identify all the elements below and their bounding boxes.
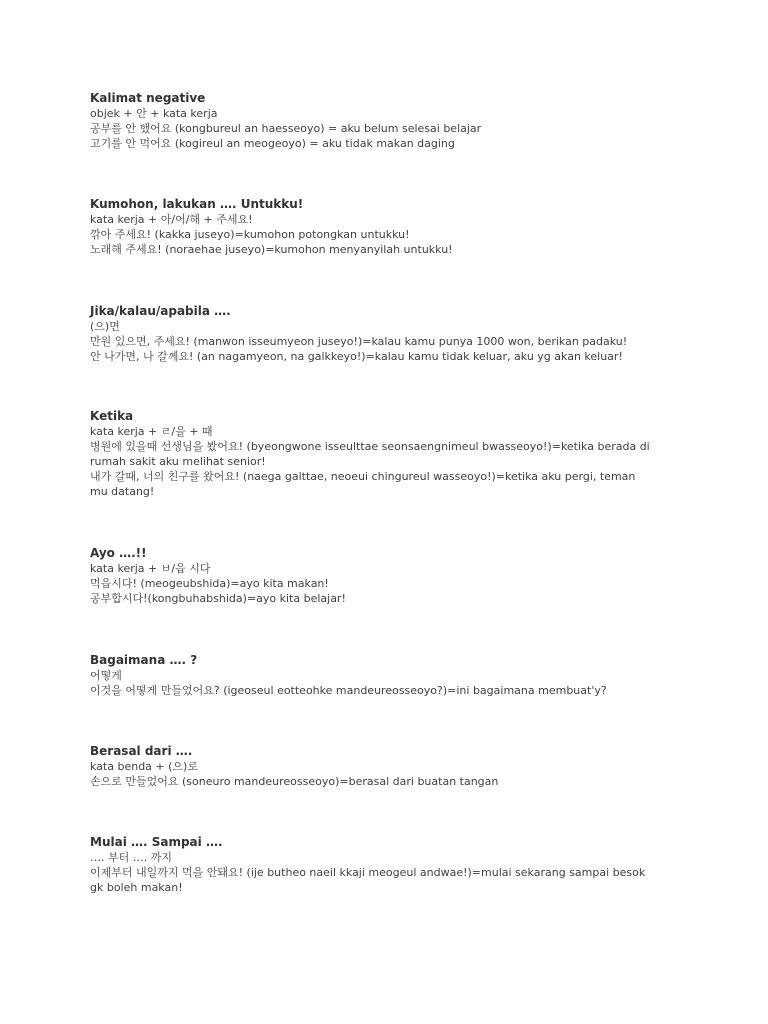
section-line: objek + 안 + kata kerja <box>90 107 218 120</box>
section-line: 손으로 만들었어요 (soneuro mandeureosseoyo)=berasal dari buatan tangan <box>90 775 499 788</box>
section-line: kata kerja + ㅂ/읍 시다 <box>90 562 211 575</box>
section-line: 노래해 주세요! (noraehae juseyo)=kumohon menyanyilah untukku! <box>90 243 453 256</box>
section-line: 어떻게 <box>90 669 122 682</box>
section-ayo <box>90 546 690 606</box>
section-heading: Kalimat negative <box>90 91 206 105</box>
section-line: gk boleh makan! <box>90 881 183 894</box>
section-line: 이제부터 내일까지 먹을 안돼요! (ije butheo naeil kkaji meogeul andwae!)=mulai sekarang sampai besok <box>90 866 646 879</box>
section-line: 내가 갈때, 너의 친구를 왔어요! (naega galttae, neoeui chingureul wasseoyo!)=ketika aku pergi, teman <box>90 470 636 483</box>
section-line: 먹읍시다! (meogeubshida)=ayo kita makan! <box>90 577 329 590</box>
section-line: 이것을 어떻게 만들었어요? (igeoseul eotteohke mandeureosseoyo?)=ini bagaimana membuat'y? <box>90 684 607 697</box>
section-heading: Berasal dari …. <box>90 744 193 758</box>
section-line: …. 부터 …. 까지 <box>90 851 172 864</box>
section-jika-kalau <box>90 304 690 364</box>
section-line: 안 나가면, 나 갈께요! (an nagamyeon, na galkkeyo!)=kalau kamu tidak keluar, aku yg akan keluar! <box>90 350 623 363</box>
section-line: kata benda + (으)로 <box>90 760 198 773</box>
section-line: 공부합시다!(kongbuhabshida)=ayo kita belajar! <box>90 592 346 605</box>
section-kumohon <box>90 197 690 257</box>
section-line: rumah sakit aku melihat senior! <box>90 455 266 468</box>
section-line: 고기를 안 먹어요 (kogireul an meogeoyo) = aku tidak makan daging <box>90 137 455 150</box>
section-heading: Mulai …. Sampai …. <box>90 835 223 849</box>
section-bagaimana <box>90 653 690 698</box>
section-line: kata kerja + ㄹ/을 + 때 <box>90 425 213 438</box>
section-heading: Ketika <box>90 409 134 423</box>
section-line: 병원에 있을때 선생님을 봤어요! (byeongwone isseulttae seonsaengnimeul bwasseoyo!)=ketika berada di <box>90 440 650 453</box>
section-line: 깎아 주세요! (kakka juseyo)=kumohon potongkan untukku! <box>90 228 410 241</box>
section-mulai-sampai <box>90 835 690 895</box>
section-line: 공부를 안 했어요 (kongbureul an haesseoyo) = aku belum selesai belajar <box>90 122 482 135</box>
section-heading: Ayo ….!! <box>90 546 147 560</box>
section-line: (으)면 <box>90 320 120 333</box>
section-heading: Bagaimana …. ? <box>90 653 198 667</box>
section-berasal-dari <box>90 744 690 789</box>
section-line: kata kerja + 아/어/해 + 주세요! <box>90 213 253 226</box>
section-heading: Kumohon, lakukan …. Untukku! <box>90 197 304 211</box>
section-heading: Jika/kalau/apabila …. <box>90 304 231 318</box>
section-ketika <box>90 409 690 499</box>
section-kalimat-negative <box>90 91 690 151</box>
section-line: mu datang! <box>90 485 155 498</box>
section-line: 만원 있으면, 주세요! (manwon isseumyeon juseyo!)=kalau kamu punya 1000 won, berikan padaku! <box>90 335 628 348</box>
